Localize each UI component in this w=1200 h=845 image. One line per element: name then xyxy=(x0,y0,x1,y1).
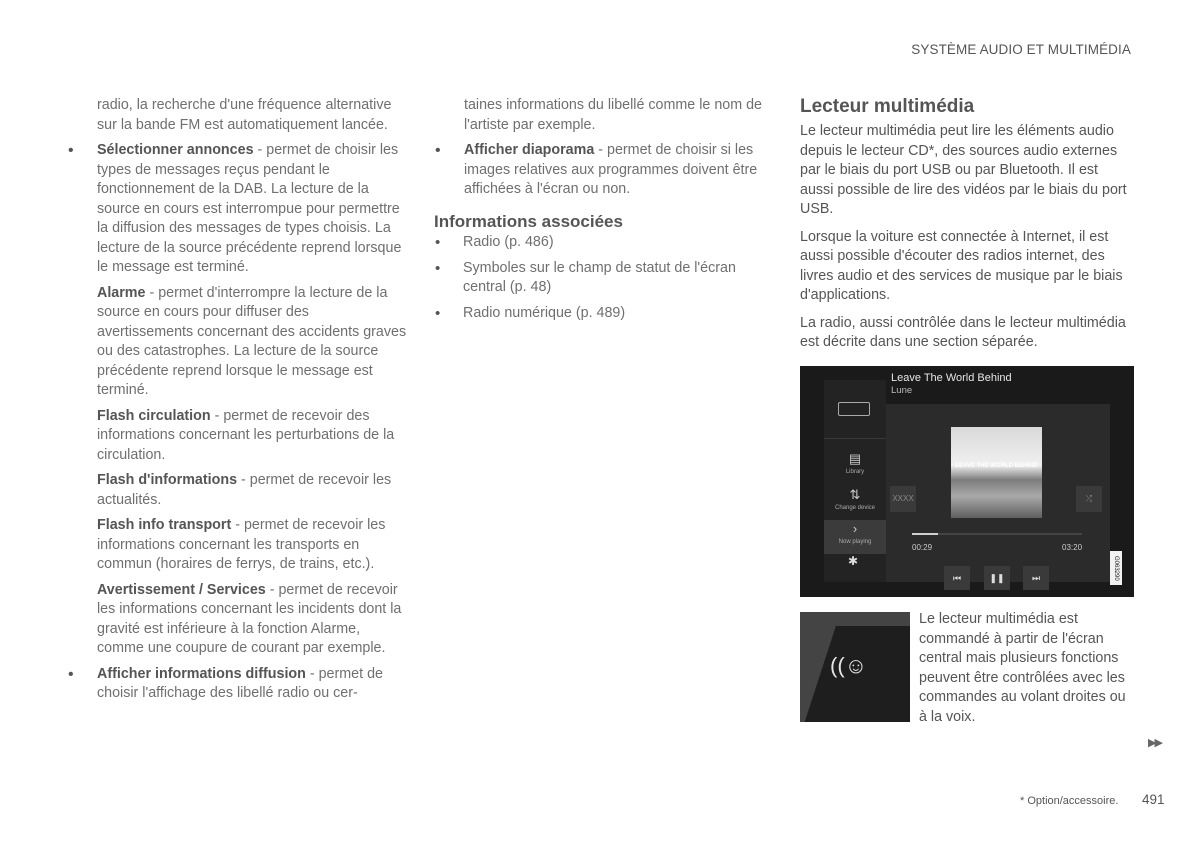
term-description: - permet d'interrompre la lecture de la source en cours pour diffuser des avertissements concernant des accidents graves ou des catastrophes. La lecture de la source précédente reprend lorsque le message est terminé. xyxy=(97,284,407,398)
album-art xyxy=(951,427,1042,518)
continue-arrows-icon: ▶▶ xyxy=(1148,737,1161,749)
bluetooth-icon[interactable]: ✱ xyxy=(848,554,859,568)
list-item xyxy=(434,141,774,200)
term: Avertissement / Services xyxy=(97,581,266,598)
pause-icon[interactable]: ❚❚ xyxy=(984,566,1010,590)
column-3 xyxy=(800,96,1133,361)
photo-caption: Le lecteur multimédia est commandé à partir de l'écran central mais plusieurs fonctions peuvent être contrôlées avec les commandes au volant droites ou à la voix. xyxy=(919,611,1126,725)
sub-item xyxy=(67,581,407,659)
progress-fill xyxy=(912,533,938,535)
now-playing-icon: › xyxy=(852,521,858,536)
section-header: SYSTÈME AUDIO ET MULTIMÉDIA xyxy=(911,42,1131,57)
term-description: - permet de choisir les types de messages reçus pendant le fonctionnement de la DAB. La lecture de la source en cours est interrompue pour permettre la diffusion des messages de types choisis. La lecture de la source précédente reprend lorsque le message est terminé. xyxy=(97,142,402,275)
next-icon[interactable]: ⏭ xyxy=(1023,566,1049,590)
continued-paragraph: taines informations du libellé comme le nom de l'artiste par exemple. xyxy=(464,97,763,133)
menu-item-library[interactable] xyxy=(824,450,886,484)
media-player-figure xyxy=(800,366,1134,597)
column-2 xyxy=(434,96,774,329)
track-artist: Lune xyxy=(891,385,913,396)
intro-paragraph: radio, la recherche d'une fréquence alternative sur la bande FM est automatiquement lancée. xyxy=(97,97,392,133)
related-link[interactable]: • Symboles sur le champ de statut de l'écran central (p. 48) xyxy=(434,259,774,298)
menu-label: Change device xyxy=(834,505,876,511)
list-item xyxy=(67,665,407,704)
sub-item xyxy=(67,471,407,510)
term: Flash d'informations xyxy=(97,472,238,488)
page-number: 491 xyxy=(1142,792,1165,807)
previous-icon[interactable]: ⏮ xyxy=(944,566,970,590)
track-title: Leave The World Behind xyxy=(891,372,1012,384)
change-device-icon: ⇅ xyxy=(849,487,861,502)
sub-item xyxy=(67,284,407,401)
shuffle-icon[interactable]: ⤮ xyxy=(1076,486,1102,512)
voice-control-photo xyxy=(800,612,910,722)
progress-bar[interactable] xyxy=(912,533,1082,535)
term: Flash circulation xyxy=(97,407,211,424)
term-description: - permet de recevoir les actualités. xyxy=(97,472,392,508)
usb-icon[interactable] xyxy=(824,386,886,439)
term-description: - permet de choisir l'affichage des libellé radio ou cer- xyxy=(97,665,383,701)
related-link[interactable]: • Radio numérique (p. 489) xyxy=(434,304,774,324)
term: Alarme xyxy=(97,284,146,301)
album-art-text: LEAVE THE WORLD BEHIND xyxy=(955,463,1038,469)
section-title: Lecteur multimédia xyxy=(800,96,975,117)
paragraph: La radio, aussi contrôlée dans le lecteur multimédia est décrite dans une section séparée. xyxy=(800,314,1126,350)
term-description: - permet de recevoir les informations concernant les incidents dont la gravité est inférieure à la fonction Alarme, comme une coupure de courant par exemple. xyxy=(97,581,402,656)
voice-command-icon: ((☺ xyxy=(830,653,868,678)
time-elapsed: 00:29 xyxy=(912,543,933,552)
related-info-heading: Informations associées xyxy=(434,211,623,231)
sub-item xyxy=(67,407,407,466)
term-description: - permet de recevoir les informations concernant les transports en commun (horaires de ferrys, de trains, etc.). xyxy=(97,517,386,572)
list-item xyxy=(67,141,407,278)
term: Flash info transport xyxy=(97,517,232,533)
library-icon: ▤ xyxy=(848,451,862,466)
term: Sélectionner annonces xyxy=(97,142,254,158)
menu-item-now-playing[interactable] xyxy=(824,520,886,554)
term-description: - permet de recevoir des informations concernant les perturbations de la circulation. xyxy=(97,407,395,463)
paragraph: Le lecteur multimédia peut lire les éléments audio depuis le lecteur CD*, des sources audio externes par le biais du port USB ou par Bluetooth. Il est aussi possible de lire des vidéos par le biais du port USB. xyxy=(800,123,1127,217)
related-link[interactable]: • Radio (p. 486) xyxy=(434,233,774,253)
sub-item xyxy=(67,516,407,575)
footnote: * Option/accessoire. xyxy=(1020,795,1119,807)
menu-item-change-device[interactable] xyxy=(824,486,886,520)
term: Afficher diaporama xyxy=(464,142,595,158)
column-1 xyxy=(67,96,407,710)
paragraph: Lorsque la voiture est connectée à Internet, il est aussi possible d'écouter des radios internet, des livres audio et des services de musique par le biais d'applications. xyxy=(800,228,1123,303)
menu-label: Library xyxy=(845,469,865,475)
term: Afficher informations diffusion xyxy=(97,665,306,682)
term-description: - permet de choisir si les images relatives aux programmes doivent être affichées à l'écran ou non. xyxy=(464,142,758,197)
repeat-button[interactable]: XXXX xyxy=(890,486,916,512)
menu-label: Now playing xyxy=(838,539,872,545)
figure-code: G063290 xyxy=(1110,551,1122,585)
time-total: 03:20 xyxy=(1062,543,1083,552)
